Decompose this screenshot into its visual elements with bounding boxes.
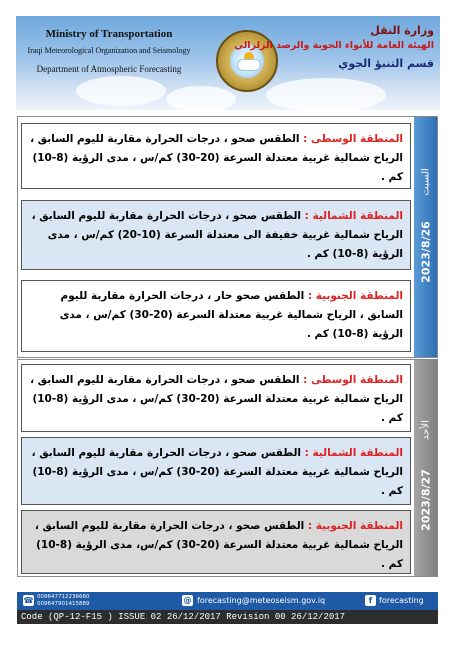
day-name: الأحد [420, 420, 431, 440]
header-banner [16, 16, 440, 110]
ministry-name-en: Ministry of Transportation [45, 28, 173, 40]
region-label: المنطقة الجنوبية : [307, 290, 403, 302]
cloud-decoration [266, 78, 386, 110]
date-label: 2023/8/27 [419, 469, 432, 531]
region-label: المنطقة الجنوبية : [307, 520, 403, 532]
footer-contact-bar [17, 592, 438, 610]
forecast-box-southern [21, 280, 411, 352]
email-icon: @ [183, 596, 192, 605]
forecast-text: الطقس صحو ، درجات الحرارة مقاربة لليوم السابق ، الرياح شمالية غربية خفيفة الى معتدلة السرعة (10-20) كم/س ، مدى الرؤية (8-10) كم . [31, 210, 403, 260]
footer [17, 592, 438, 624]
document-code-line: Code (QP-12-F15 ) ISSUE 02 26/12/2017 Revision 00 26/12/2017 [17, 610, 438, 624]
forecast-text: الطقس صحو ، درجات الحرارة مقاربة لليوم السابق ، الرياح شمالية غربية معتدلة السرعة (20-30) كم/س ، مدى الرؤية (8-10) كم . [31, 447, 403, 497]
forecast-box-southern [21, 510, 411, 574]
forecast-box-northern [21, 437, 411, 505]
forecast-box-central [21, 123, 411, 189]
date-label: 2023/8/26 [419, 221, 432, 283]
phone-icon: ☎ [23, 596, 34, 605]
department-name-ar: قسم التنبؤ الجوي [338, 57, 434, 70]
date-column [414, 117, 437, 357]
forecast-box-northern [21, 200, 411, 270]
day-section-saturday [17, 116, 438, 358]
day-section-sunday [17, 359, 438, 577]
date-column [414, 360, 437, 576]
ministry-name-ar: وزارة النقل [370, 24, 434, 37]
phone-number: 009647901415889 [37, 601, 90, 607]
region-label: المنطقة الوسطى : [303, 133, 403, 145]
organization-name-ar: الهيئة العامة للأنواء الجوية والرصد الزلزالي [234, 40, 434, 51]
facebook-icon: f [365, 595, 376, 606]
forecast-box-central [21, 364, 411, 432]
cloud-decoration [76, 76, 166, 106]
department-name-en: Department of Atmospheric Forecasting [36, 64, 182, 74]
forecast-text: الطقس صحو حار ، درجات الحرارة مقاربة لليوم السابق ، الرياح شمالية غربية معتدلة السرعة (20-30) كم/س ، مدى الرؤية (8-10) كم . [59, 290, 403, 340]
day-name: السبت [420, 168, 431, 196]
organization-name-en: Iraqi Meteorological Organization and Seismology [27, 46, 191, 55]
phone-number: 009647712236660 [37, 594, 90, 600]
facebook-link[interactable]: forecasting [379, 596, 424, 605]
phone-numbers [37, 594, 90, 608]
cloud-decoration [166, 86, 236, 110]
region-label: المنطقة الوسطى : [303, 374, 403, 386]
email-link[interactable]: forecasting@meteoseism.gov.iq [197, 596, 326, 605]
forecast-text: الطقس صحو ، درجات الحرارة مقاربة لليوم السابق ، الرياح شمالية غربية معتدلة السرعة (20-30) كم/س ، مدى الرؤية (8-10) كم . [30, 374, 403, 424]
region-label: المنطقة الشمالية : [304, 447, 403, 459]
forecast-text: الطقس صحو ، درجات الحرارة مقاربة لليوم السابق ، الرياح شمالية غربية معتدلة السرعة (20-30) كم/س، مدى الرؤية (8-10) كم . [34, 520, 403, 570]
forecast-text: الطقس صحو ، درجات الحرارة مقاربة لليوم السابق ، الرياح شمالية غربية معتدلة السرعة (20-30) كم/س ، مدى الرؤية (8-10) كم . [30, 133, 403, 183]
region-label: المنطقة الشمالية : [304, 210, 403, 222]
